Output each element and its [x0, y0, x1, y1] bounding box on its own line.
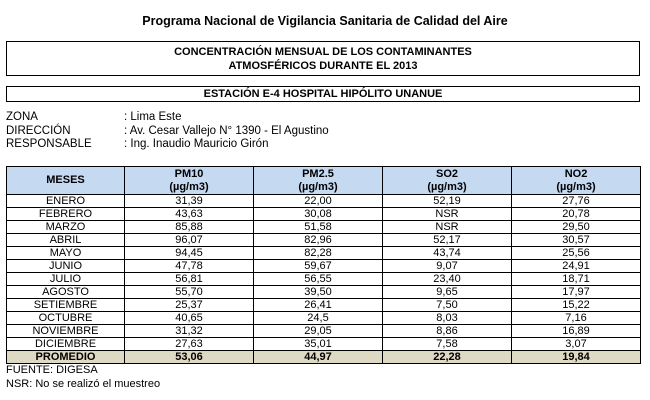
table-cell: 35,01	[254, 338, 383, 351]
station-name: ESTACIÓN E-4 HOSPITAL HIPÓLITO UNANUE	[203, 88, 443, 100]
table-cell: 24,5	[254, 312, 383, 325]
col-header-line1: PM10	[174, 167, 204, 180]
col-header-line1: MESES	[46, 174, 85, 186]
table-cell: 24,91	[512, 260, 641, 273]
table-cell: NOVIEMBRE	[7, 325, 125, 338]
table-cell: 7,58	[383, 338, 512, 351]
col-header-pm25	[254, 167, 383, 195]
table-cell: JUNIO	[7, 260, 125, 273]
table-cell: 31,32	[125, 325, 254, 338]
table-cell: MAYO	[7, 247, 125, 260]
table-cell: 25,56	[512, 247, 641, 260]
table-cell: ENERO	[7, 195, 125, 208]
col-header-line1: PM2.5	[302, 167, 334, 180]
table-cell: NSR	[383, 221, 512, 234]
col-header-unit: (µg/m3)	[427, 180, 467, 193]
average-row	[7, 351, 641, 364]
col-header-no2	[512, 167, 641, 195]
table-cell: 16,89	[512, 325, 641, 338]
table-cell: 39,50	[254, 286, 383, 299]
table-cell: 53,06	[125, 351, 254, 364]
table-cell: 43,74	[383, 247, 512, 260]
table-cell: 30,57	[512, 234, 641, 247]
info-row-responsable	[6, 138, 329, 152]
info-label: RESPONSABLE	[6, 138, 92, 150]
table-cell: 55,70	[125, 286, 254, 299]
col-header-unit: (µg/m3)	[298, 180, 338, 193]
table-cell: 20,78	[512, 208, 641, 221]
table-row	[7, 286, 641, 299]
table-cell: 82,96	[254, 234, 383, 247]
table-cell: 18,71	[512, 273, 641, 286]
table-cell: 9,65	[383, 286, 512, 299]
table-cell: 56,81	[125, 273, 254, 286]
table-cell: 3,07	[512, 338, 641, 351]
table-cell: 8,03	[383, 312, 512, 325]
table-cell: 43,63	[125, 208, 254, 221]
table-row	[7, 195, 641, 208]
col-header-line1: NO2	[564, 167, 588, 180]
table-cell: 22,28	[383, 351, 512, 364]
table-body	[7, 195, 641, 351]
table-cell: 9,07	[383, 260, 512, 273]
table-cell: 29,05	[254, 325, 383, 338]
info-value: : Lima Este	[124, 111, 182, 123]
table-cell: 25,37	[125, 299, 254, 312]
info-label: ZONA	[6, 111, 38, 123]
table-cell: 40,65	[125, 312, 254, 325]
table-row	[7, 247, 641, 260]
table-cell: 51,58	[254, 221, 383, 234]
table-cell: 26,41	[254, 299, 383, 312]
col-header-pm10	[125, 167, 254, 195]
col-header-unit: (µg/m3)	[169, 180, 209, 193]
table-cell: 94,45	[125, 247, 254, 260]
table-cell: 52,17	[383, 234, 512, 247]
table-cell: 7,16	[512, 312, 641, 325]
info-label: DIRECCIÓN	[6, 124, 71, 137]
table-cell: 22,00	[254, 195, 383, 208]
table-cell: 31,39	[125, 195, 254, 208]
table-cell: OCTUBRE	[7, 312, 125, 325]
source-note: FUENTE: DIGESA	[6, 364, 98, 376]
table-row	[7, 338, 641, 351]
table-cell: 47,78	[125, 260, 254, 273]
table-cell: 96,07	[125, 234, 254, 247]
report-title-box	[6, 41, 640, 76]
table-cell: AGOSTO	[7, 286, 125, 299]
info-row-direccion	[6, 125, 329, 139]
col-header-meses	[7, 167, 125, 195]
table-cell: 44,97	[254, 351, 383, 364]
table-cell: 29,50	[512, 221, 641, 234]
col-header-line1: SO2	[435, 167, 458, 180]
report-title-line1: CONCENTRACIÓN MENSUAL DE LOS CONTAMINANTES	[174, 46, 472, 58]
info-value: : Av. Cesar Vallejo N° 1390 - El Agustino	[124, 124, 329, 137]
table-cell: 7,50	[383, 299, 512, 312]
col-header-so2	[383, 167, 512, 195]
col-header-unit: (µg/m3)	[556, 180, 596, 193]
table-row	[7, 273, 641, 286]
table-cell: DICIEMBRE	[7, 338, 125, 351]
station-info	[6, 111, 329, 152]
table-cell: 59,67	[254, 260, 383, 273]
table-row	[7, 325, 641, 338]
info-row-zona	[6, 111, 329, 125]
table-cell: 8,86	[383, 325, 512, 338]
table-cell: 27,63	[125, 338, 254, 351]
table-cell: 23,40	[383, 273, 512, 286]
table-cell: JULIO	[7, 273, 125, 286]
table-row	[7, 260, 641, 273]
table-cell: PROMEDIO	[7, 351, 125, 364]
program-title: Programa Nacional de Vigilancia Sanitaria de Calidad del Aire	[142, 14, 508, 28]
table-cell: FEBRERO	[7, 208, 125, 221]
table-cell: SETIEMBRE	[7, 299, 125, 312]
table-row	[7, 299, 641, 312]
table-cell: 19,84	[512, 351, 641, 364]
table-row	[7, 221, 641, 234]
table-cell: 15,22	[512, 299, 641, 312]
table-cell: 85,88	[125, 221, 254, 234]
table-cell: NSR	[383, 208, 512, 221]
table-cell: 17,97	[512, 286, 641, 299]
table-cell: 82,28	[254, 247, 383, 260]
table-cell: 52,19	[383, 195, 512, 208]
table-cell: 56,55	[254, 273, 383, 286]
table-cell: MARZO	[7, 221, 125, 234]
pollutant-table	[6, 166, 641, 364]
info-value: : Ing. Inaudio Mauricio Girón	[124, 138, 269, 150]
table-row	[7, 312, 641, 325]
nsr-note: NSR: No se realizó el muestreo	[6, 378, 161, 390]
table-cell: 30,08	[254, 208, 383, 221]
station-box	[6, 86, 640, 102]
table-cell: 27,76	[512, 195, 641, 208]
report-title-line2: ATMOSFÉRICOS DURANTE EL 2013	[228, 60, 418, 72]
table-row	[7, 234, 641, 247]
table-header-row	[7, 167, 641, 195]
table-row	[7, 208, 641, 221]
table-cell: ABRIL	[7, 234, 125, 247]
